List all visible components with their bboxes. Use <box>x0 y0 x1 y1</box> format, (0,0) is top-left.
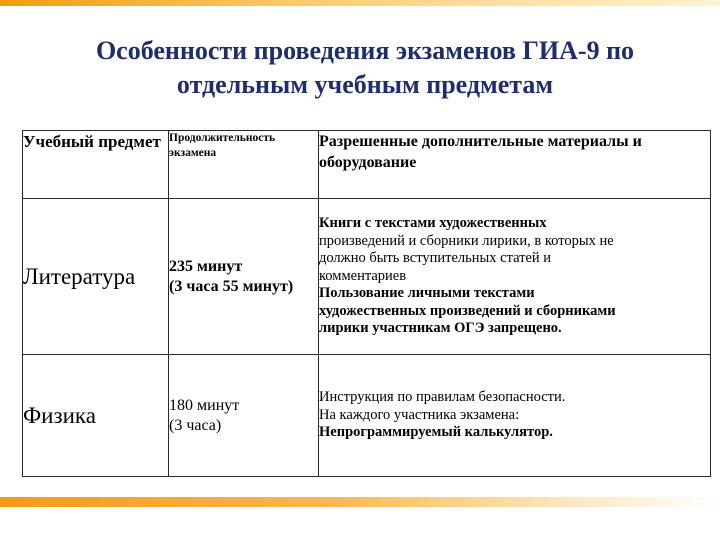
duration-hours: (3 часа 55 минут) <box>169 277 294 295</box>
materials-line: комментариев <box>319 267 407 284</box>
slide-title <box>40 34 690 102</box>
materials-cell <box>319 199 711 355</box>
materials-line: художественных произведений и сборниками <box>319 302 616 319</box>
title-line-2: отдельным учебным предметам <box>176 70 554 99</box>
table-row-physics <box>23 355 711 477</box>
materials-line: лирики участникам ОГЭ запрещено. <box>319 320 562 337</box>
duration-cell <box>169 199 319 355</box>
duration-minutes: 235 минут <box>169 257 243 275</box>
materials-line: Пользование личными текстами <box>319 285 535 302</box>
header-duration: Продолжительность экзамена <box>169 131 319 199</box>
duration-cell <box>169 355 319 477</box>
exam-table <box>22 130 711 477</box>
materials-line: Книги с текстами художественных <box>319 215 547 232</box>
materials-line: Непрограммируемый калькулятор. <box>319 424 553 441</box>
materials-cell <box>319 355 711 477</box>
bottom-decorative-rule <box>0 497 720 507</box>
materials-line: должно быть вступительных статей и <box>319 250 552 267</box>
materials-line: произведений и сборники лирики, в которых не <box>319 232 614 249</box>
table-header-row <box>23 131 711 199</box>
duration-hours: (3 часа) <box>169 416 222 434</box>
materials-line: Инструкция по правилам безопасности. <box>319 389 566 406</box>
subject-cell: Физика <box>23 355 169 477</box>
header-subject: Учебный предмет <box>23 131 169 199</box>
table-row-literature <box>23 199 711 355</box>
materials-line: На каждого участника экзамена: <box>319 406 520 423</box>
header-materials: Разрешенные дополнительные материалы и оборудование <box>319 131 711 199</box>
duration-minutes: 180 минут <box>169 396 240 414</box>
title-line-1: Особенности проведения экзаменов ГИА-9 по <box>95 36 635 65</box>
top-decorative-rule <box>0 0 720 6</box>
subject-cell: Литература <box>23 199 169 355</box>
